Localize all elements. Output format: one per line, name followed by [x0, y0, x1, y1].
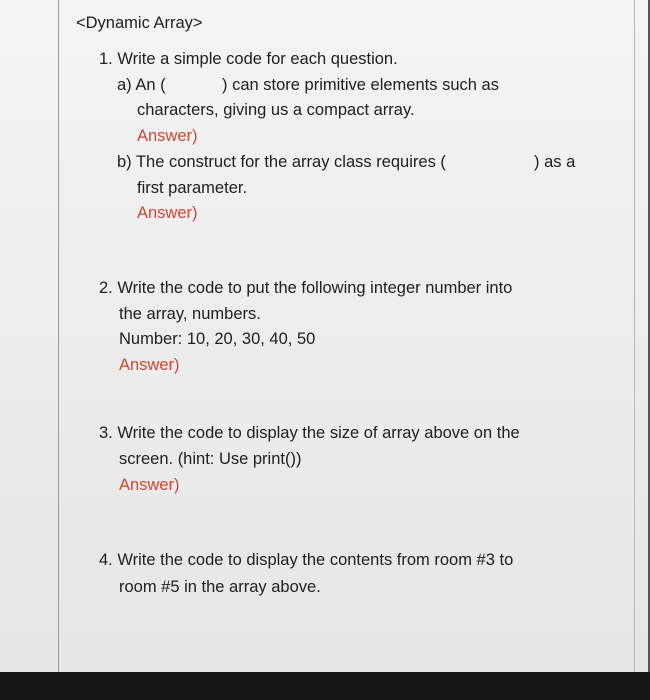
q2-answer-label: Answer): [119, 356, 180, 374]
q2-line2: the array, numbers.: [119, 305, 261, 323]
q3-line1: 3. Write the code to display the size of array above on the: [99, 424, 520, 442]
screen-bottom-bezel: [0, 672, 650, 700]
page-left-border: [58, 0, 59, 672]
q2-line1: 2. Write the code to put the following integer number into: [99, 279, 513, 297]
page-title: <Dynamic Array>: [76, 14, 203, 32]
q1a-answer-label: Answer): [137, 127, 198, 145]
q1-heading: 1. Write a simple code for each question.: [99, 50, 398, 68]
q1b-line2: first parameter.: [137, 179, 248, 197]
q4-line1: 4. Write the code to display the contents from room #3 to: [99, 551, 514, 569]
q1a-line2: characters, giving us a compact array.: [137, 101, 415, 119]
q3-answer-label: Answer): [119, 476, 180, 494]
q2-numbers: Number: 10, 20, 30, 40, 50: [119, 330, 316, 348]
q4-line2: room #5 in the array above.: [119, 578, 321, 596]
q1a-start: a) An (: [117, 76, 166, 94]
q1b-end: ) as a: [534, 153, 576, 171]
q1b-answer-label: Answer): [137, 204, 198, 222]
q1a-end: ) can store primitive elements such as: [222, 76, 499, 94]
q3-line2: screen. (hint: Use print()): [119, 450, 302, 468]
page-right-border: [634, 0, 635, 672]
q1b-start: b) The construct for the array class requires (: [117, 153, 446, 171]
